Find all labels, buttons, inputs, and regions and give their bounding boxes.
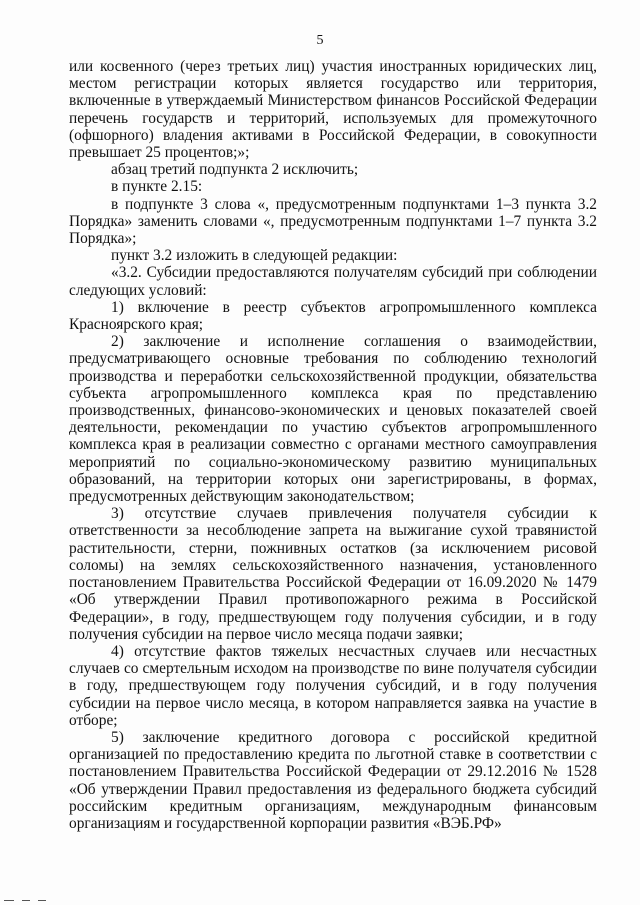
list-item-condition-3: 3) отсутствие случаев привлечения получателя субсидии к ответственности за несоблюдение запрета на выжигание сухой травянистой растительности, стерни, пожнивных остатков (за исключением рисовой соломы) на землях сельскохозяйственного назначения, установленного постановлением Правительства Российской Федерации от 16.09.2020 № 1479 «Об утверждении Правил противопожарного режима в Российской Федерации», в году, предшествующем году получения субсидии, и в году получения субсидии на первое число месяца подачи заявки; <box>69 505 597 643</box>
paragraph-point-3-2: «3.2. Субсидии предоставляются получателям субсидий при соблюдении следующих условий: <box>69 264 597 299</box>
scan-edge-mark <box>38 900 46 901</box>
paragraph-exclude-subitem: абзац третий подпункта 2 исключить; <box>111 161 359 179</box>
scan-edge-mark <box>4 900 14 901</box>
list-item-condition-4: 4) отсутствие фактов тяжелых несчастных случаев или несчастных случаев со смертельным исходом на производстве по вине получателя субсидии в году, предшествующем году получения субсидий, и в году получения субсидии на первое число месяца, в котором направляется заявка на участие в отборе; <box>69 642 597 729</box>
page-number: 5 <box>316 33 324 48</box>
document-body <box>69 58 597 832</box>
list-item-condition-5: 5) заключение кредитного договора с российской кредитной организацией по предоставлению кредита по льготной ставке в соответствии с постановлением Правительства Российской Федерации от 29.12.2016 № 1528 «Об утверждении Правил предоставления из федерального бюджета субсидий российским кредитным организациям, международным финансовым организациям и государственной корпорации развития «ВЭБ.РФ» <box>69 728 597 832</box>
scan-edge-mark <box>22 900 30 901</box>
paragraph-point-3-2-intro: пункт 3.2 изложить в следующей редакции: <box>111 247 398 265</box>
paragraph-subitem-3-replace: в подпункте 3 слова «, предусмотренным подпунктами 1–3 пункта 3.2 Порядка» заменить словами «, предусмотренным подпунктами 1–7 пункта 3.2 Порядка»; <box>69 195 597 248</box>
list-item-condition-2: 2) заключение и исполнение соглашения о взаимодействии, предусматривающего основные требования по соблюдению технологий производства и переработки сельскохозяйственной продукции, обязательства субъекта агропромышленного комплекса края по представлению производственных, финансово-экономических и ценовых показателей своей деятельности, рекомендации по участию субъектов агропромышленного комплекса края в реализации совместно с органами местного самоуправления мероприятий по социально-экономическому развитию муниципальных образований, на территории которых они зарегистрированы, в формах, предусмотренных действующим законодательством; <box>69 333 597 506</box>
paragraph-point-2-15: в пункте 2.15: <box>111 178 203 196</box>
list-item-condition-1: 1) включение в реестр субъектов агропромышленного комплекса Красноярского края; <box>69 298 597 334</box>
paragraph-continuation: или косвенного (через третьих лиц) участия иностранных юридических лиц, местом регистрации которых является государство или территория, включенные в утверждаемый Министерством финансов Российской Федерации перечень государств и территорий, используемых для промежуточного (офшорного) владения активами в Российской Федерации, в совокупности превышает 25 процентов;»; <box>69 58 597 162</box>
